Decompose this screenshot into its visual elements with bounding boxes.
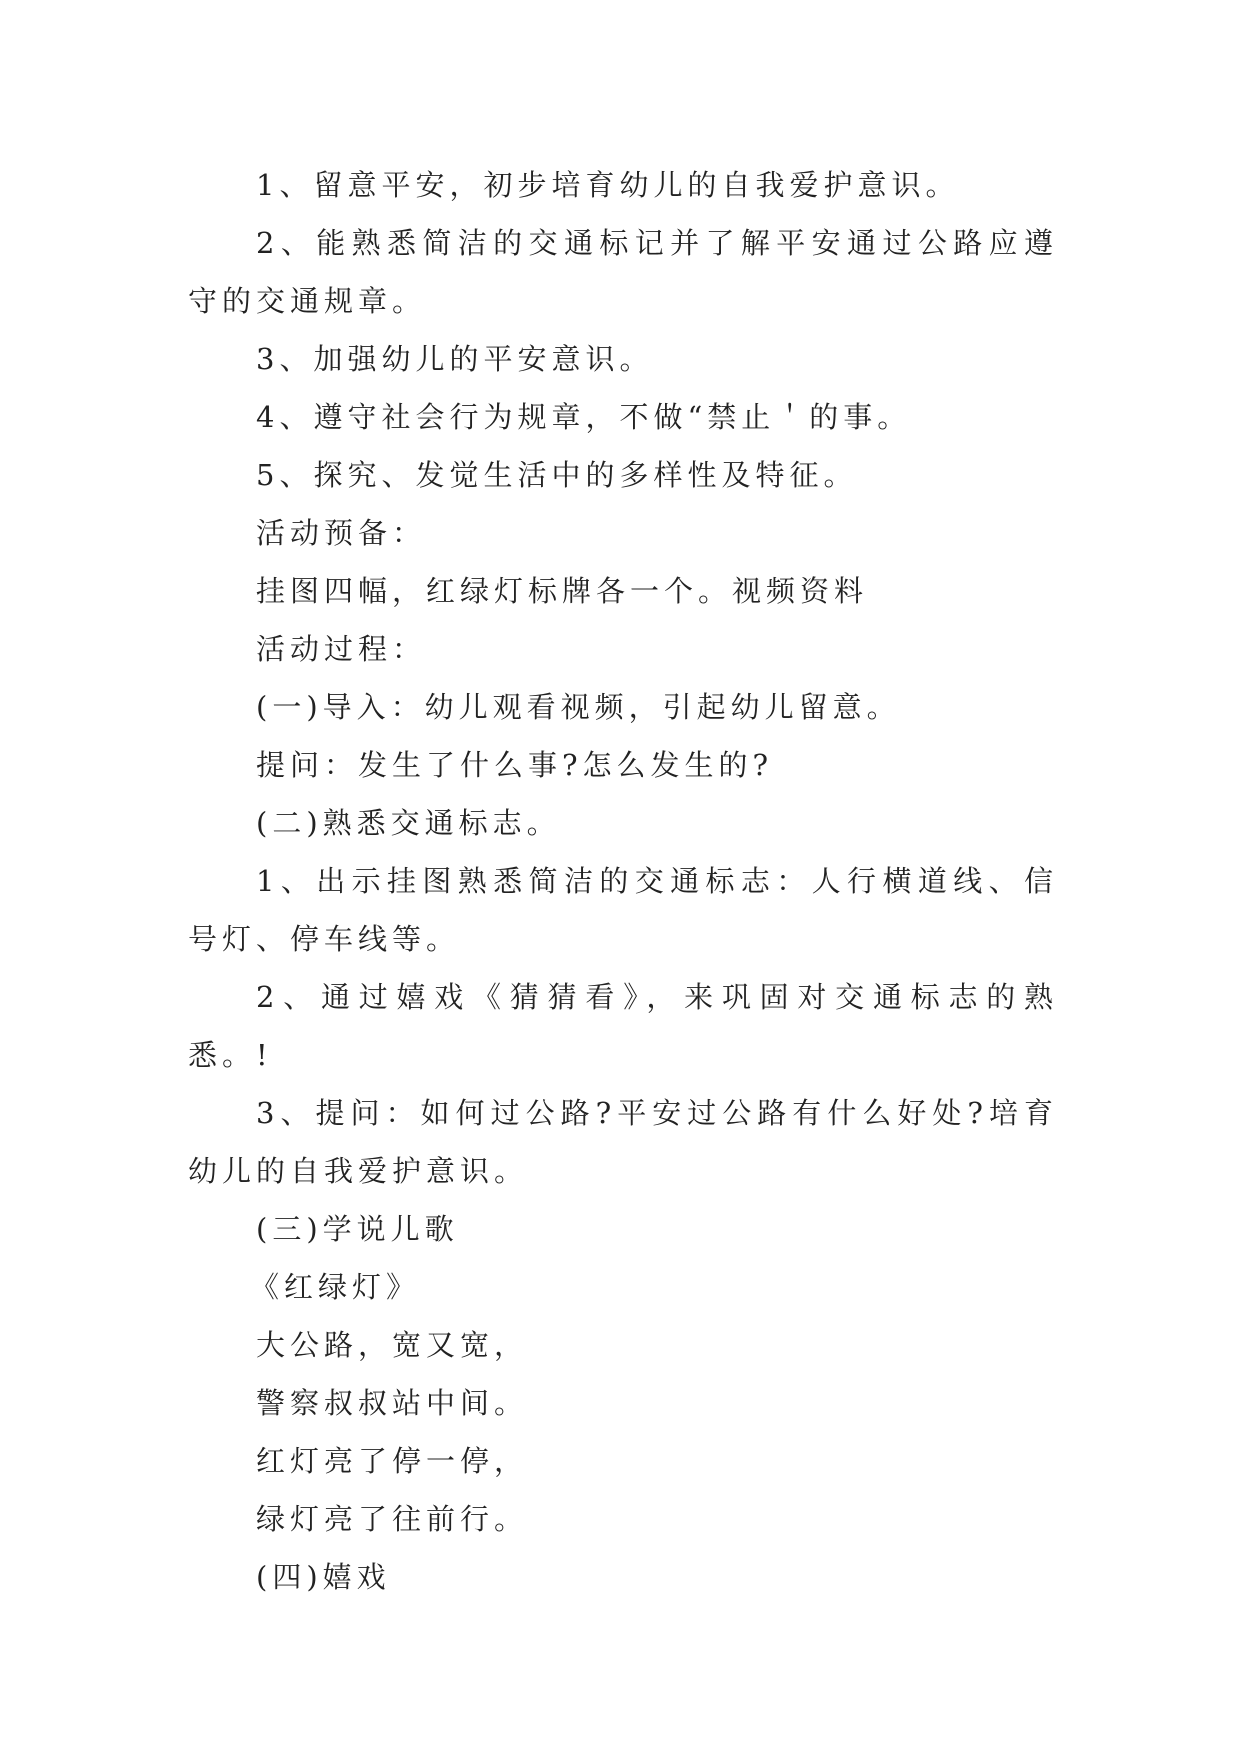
- rhyme-line-2: 警察叔叔站中间。: [256, 1386, 529, 1420]
- goal-2: 2、能熟悉简洁的交通标记并了解平安通过公路应遵守的交通规章。: [188, 226, 1058, 318]
- process-step-3: (三)学说儿歌: [256, 1212, 459, 1246]
- substep-2: 2、通过嬉戏《猜猜看》，来巩固对交通标志的熟悉。!: [188, 980, 1058, 1072]
- section-heading-preparation: 活动预备：: [256, 516, 427, 550]
- document-body: [188, 156, 1058, 1606]
- goal-5: 5、探究、发觉生活中的多样性及特征。: [256, 458, 858, 492]
- rhyme-title: 《红绿灯》: [250, 1270, 421, 1304]
- substep-3: 3、提问：如何过公路?平安过公路有什么好处?培育幼儿的自我爱护意识。: [188, 1096, 1058, 1188]
- process-step-1: (一)导入：幼儿观看视频，引起幼儿留意。: [256, 690, 901, 724]
- goal-3: 3、加强幼儿的平安意识。: [256, 342, 654, 376]
- goal-4: 4、遵守社会行为规章，不做“禁止＇的事。: [256, 400, 912, 434]
- rhyme-line-3: 红灯亮了停一停，: [256, 1444, 529, 1478]
- rhyme-line-4: 绿灯亮了往前行。: [256, 1502, 529, 1536]
- process-step-4: (四)嬉戏: [256, 1560, 391, 1594]
- rhyme-line-1: 大公路，宽又宽，: [256, 1328, 529, 1362]
- substep-1: 1、出示挂图熟悉简洁的交通标志：人行横道线、信号灯、停车线等。: [188, 864, 1058, 956]
- question-text: 提问：发生了什么事?怎么发生的?: [256, 748, 774, 782]
- goal-1: 1、留意平安，初步培育幼儿的自我爱护意识。: [256, 168, 960, 202]
- preparation-text: 挂图四幅，红绿灯标牌各一个。视频资料: [256, 574, 869, 608]
- section-heading-process: 活动过程：: [256, 632, 427, 666]
- process-step-2: (二)熟悉交通标志。: [256, 806, 561, 840]
